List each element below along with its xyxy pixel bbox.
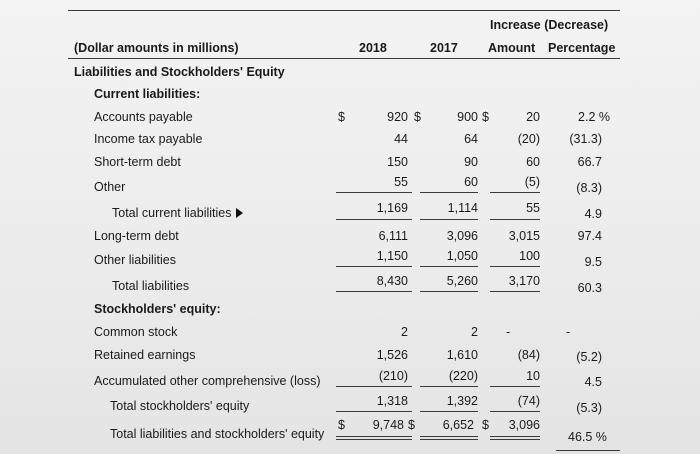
header-2018: 2018 <box>359 41 387 55</box>
subtotal-rule <box>336 266 412 267</box>
header-rule <box>68 58 620 59</box>
cell-2017: 900 <box>457 110 478 124</box>
cell-percentage: - <box>566 325 571 339</box>
cell-amount: - <box>506 325 511 339</box>
double-rule <box>336 436 412 437</box>
cell-2017: 2 <box>471 325 478 339</box>
cell-percentage: 4.5 <box>584 375 602 389</box>
cell-2018: 6,111 <box>378 229 408 243</box>
top-rule <box>68 10 620 11</box>
dollar-sign: $ <box>414 110 421 124</box>
row-label: Other <box>94 180 126 194</box>
cell-2017: 3,096 <box>446 229 478 243</box>
cell-percentage: 2.2 % <box>578 110 610 124</box>
header-increase-decrease: Increase (Decrease) <box>490 18 609 32</box>
cell-2017: 90 <box>464 155 478 169</box>
stockholders-equity-heading: Stockholders' equity: <box>94 302 221 316</box>
cell-amount: 3,096 <box>508 418 540 432</box>
cell-amount: (5) <box>524 175 540 189</box>
cell-percentage: (31.3) <box>569 132 602 146</box>
cell-amount: (84) <box>517 348 540 362</box>
row-label: Retained earnings <box>94 348 196 362</box>
cell-2017: 1,392 <box>446 394 478 408</box>
cell-2017: 60 <box>464 175 478 189</box>
subtotal-rule <box>336 386 412 387</box>
cell-2018: 8,430 <box>376 274 408 288</box>
row-label: Accounts payable <box>94 110 193 124</box>
cell-2018: 9,748 <box>372 418 404 432</box>
row-label: Other liabilities <box>94 253 176 267</box>
cell-percentage: 9.5 <box>584 255 602 269</box>
cell-amount: (20) <box>517 132 540 146</box>
cell-amount: 3,170 <box>508 274 540 288</box>
row-label: Total current liabilities <box>112 206 232 220</box>
double-rule <box>490 439 540 440</box>
total-rule <box>336 219 412 220</box>
cell-2017: 1,050 <box>446 249 478 263</box>
dollar-sign: $ <box>482 418 489 432</box>
double-rule <box>336 439 412 440</box>
cell-percentage: 46.5 % <box>568 430 607 444</box>
cell-2017: 6,652 <box>442 418 474 432</box>
cell-amount: 20 <box>526 110 540 124</box>
double-rule <box>420 439 478 440</box>
cell-2017: (220) <box>448 369 478 383</box>
cell-2018: 44 <box>394 132 408 146</box>
dollar-sign: $ <box>408 418 415 432</box>
current-liabilities-heading: Current liabilities: <box>94 87 201 101</box>
cell-percentage: (5.3) <box>576 401 602 415</box>
bottom-rule <box>556 450 620 451</box>
total-rule <box>490 291 540 292</box>
subtotal-rule <box>420 386 478 387</box>
cell-2018: 920 <box>387 110 408 124</box>
cell-2017: 5,260 <box>446 274 478 288</box>
cell-percentage: (8.3) <box>576 181 602 195</box>
total-rule <box>420 411 478 412</box>
subtotal-rule <box>490 192 540 193</box>
dollar-sign: $ <box>482 110 489 124</box>
row-label: Total liabilities <box>112 279 190 293</box>
header-percentage: Percentage <box>548 41 616 55</box>
cell-percentage: 4.9 <box>584 207 602 221</box>
cell-percentage: 60.3 <box>577 281 602 295</box>
cell-amount: 55 <box>526 201 540 215</box>
cell-amount: (74) <box>517 394 540 408</box>
cell-amount: 60 <box>526 155 540 169</box>
row-label: Income tax payable <box>94 132 203 146</box>
cell-2017: 1,114 <box>447 201 478 215</box>
header-units: (Dollar amounts in millions) <box>74 41 239 55</box>
header-2017: 2017 <box>430 41 458 55</box>
row-label: Common stock <box>94 325 178 339</box>
total-rule <box>420 219 478 220</box>
total-rule <box>490 219 540 220</box>
double-rule <box>420 436 478 437</box>
row-label: Short-term debt <box>94 155 181 169</box>
cell-2018: 55 <box>394 175 408 189</box>
dollar-sign: $ <box>338 418 345 432</box>
cell-amount: 3,015 <box>508 229 540 243</box>
cell-2018: 1,150 <box>376 249 408 263</box>
row-label: Accumulated other comprehensive (loss) <box>94 374 321 388</box>
subtotal-rule <box>420 266 478 267</box>
cell-2018: 2 <box>401 325 408 339</box>
row-label: Long-term debt <box>94 229 179 243</box>
cell-2018: 150 <box>387 155 408 169</box>
cell-2017: 1,610 <box>446 348 478 362</box>
row-label: Total stockholders' equity <box>110 399 250 413</box>
cell-2018: (210) <box>378 369 408 383</box>
cell-2018: 1,169 <box>376 201 408 215</box>
cell-percentage: 97.4 <box>577 229 602 243</box>
cell-percentage: (5.2) <box>576 350 602 364</box>
total-rule <box>336 291 412 292</box>
dollar-sign: $ <box>338 110 345 124</box>
cell-amount: 100 <box>519 249 540 263</box>
subtotal-rule <box>490 266 540 267</box>
cell-2017: 64 <box>464 132 478 146</box>
total-rule <box>336 411 412 412</box>
cell-percentage: 66.7 <box>577 155 602 169</box>
mouse-cursor-icon <box>236 208 243 218</box>
header-amount: Amount <box>488 41 536 55</box>
cell-2018: 1,318 <box>376 394 408 408</box>
cell-2018: 1,526 <box>376 348 408 362</box>
double-rule <box>490 436 540 437</box>
subtotal-rule <box>490 386 540 387</box>
total-rule <box>420 291 478 292</box>
total-rule <box>490 411 540 412</box>
section-title: Liabilities and Stockholders' Equity <box>74 65 285 79</box>
cell-amount: 10 <box>526 369 540 383</box>
subtotal-rule <box>420 192 478 193</box>
row-label: Total liabilities and stockholders' equity <box>110 427 325 441</box>
subtotal-rule <box>336 192 412 193</box>
